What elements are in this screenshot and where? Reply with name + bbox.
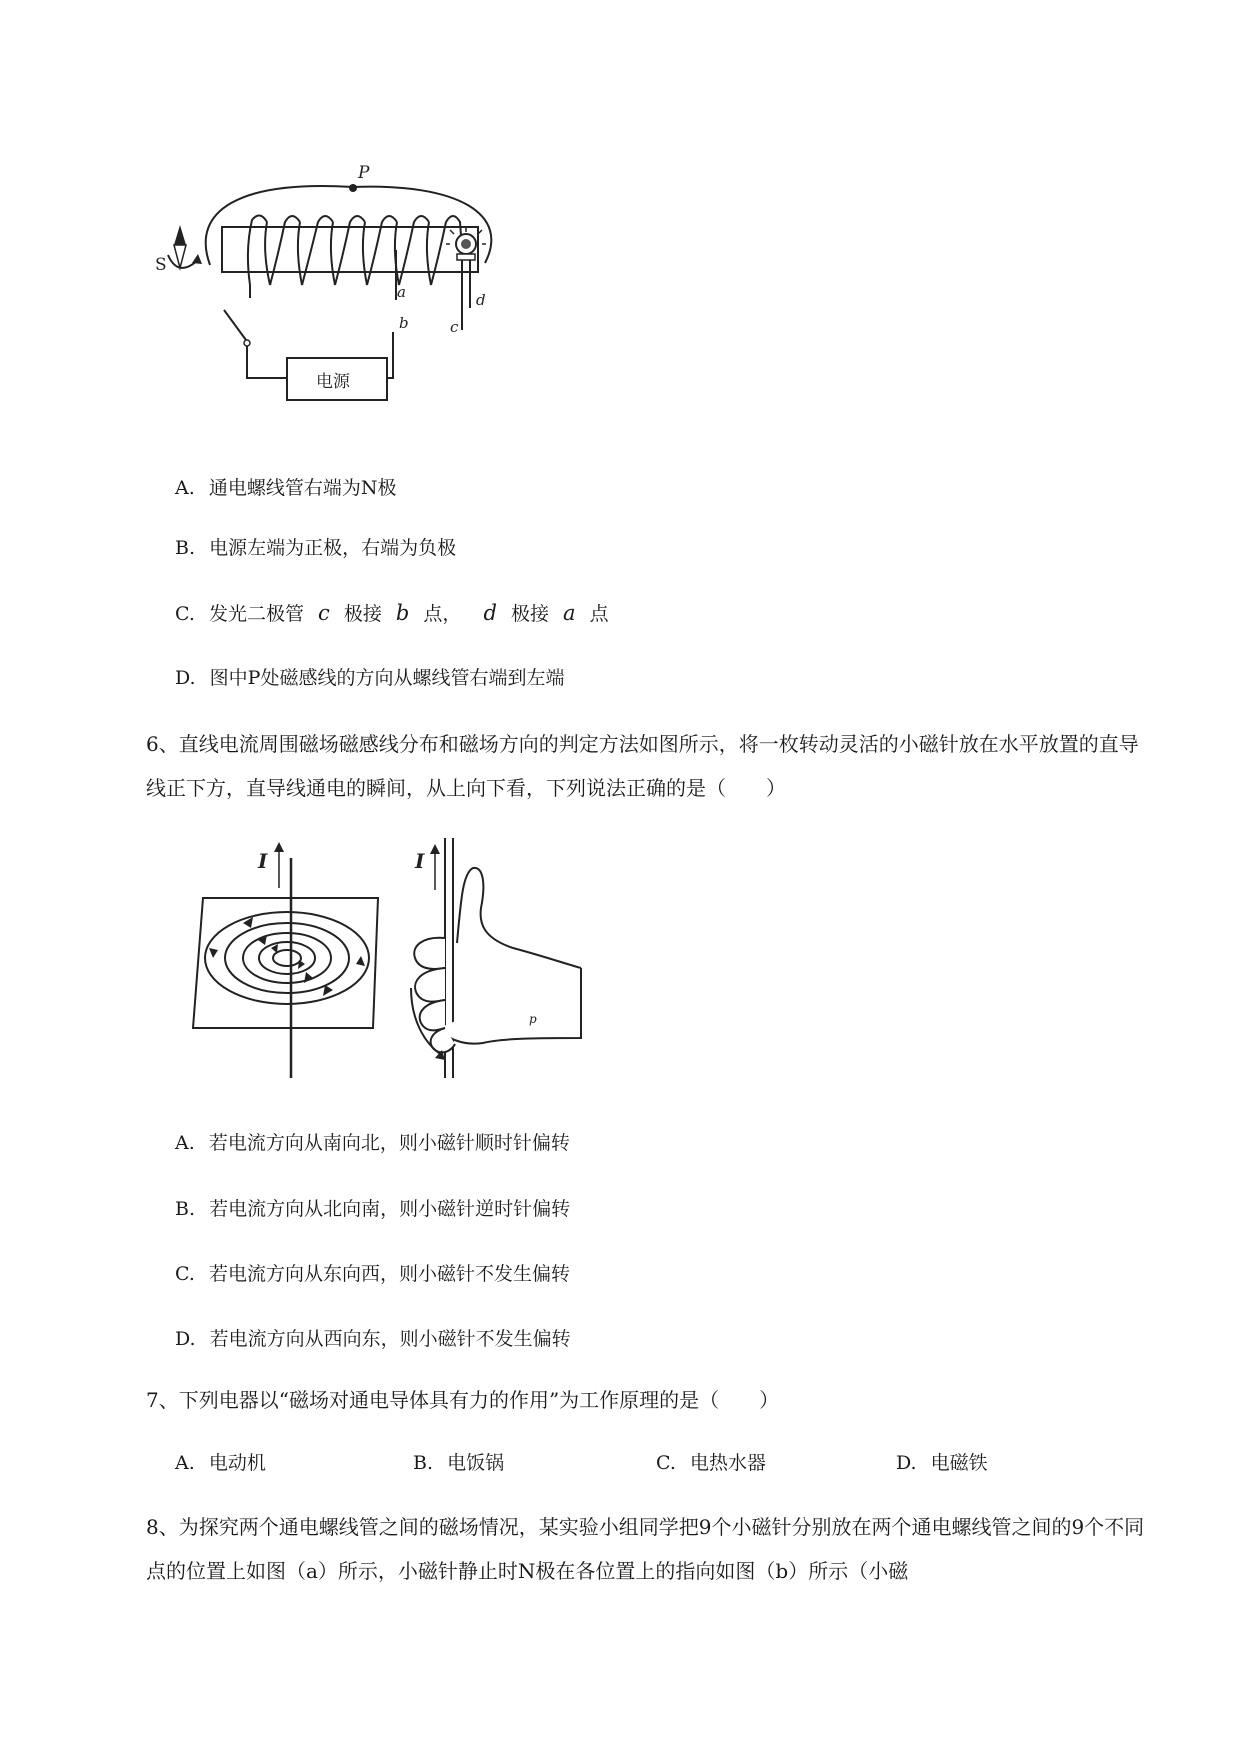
option-letter: A. xyxy=(175,1452,195,1474)
current-label-left: I xyxy=(258,849,268,873)
symbol-a: a xyxy=(563,601,576,625)
q7-option-c xyxy=(656,1450,766,1476)
question-8-text: 8、为探究两个通电螺线管之间的磁场情况，某实验小组同学把9个小磁针分别放在两个通电螺线管之间的9个不同点的位置上如图（a）所示，小磁针静止时N极在各位置上的指向如图（b）所示（小磁 xyxy=(146,1515,1145,1583)
symbol-c: c xyxy=(318,601,330,625)
option-text: 通电螺线管右端为N极 xyxy=(208,477,397,499)
field-lines-diagram xyxy=(193,842,378,1078)
option-letter: D. xyxy=(175,1328,196,1350)
option-text: 点 xyxy=(589,603,609,625)
option-text: 极接 xyxy=(343,603,382,625)
q7-option-d xyxy=(896,1450,988,1476)
symbol-d: d xyxy=(483,601,497,625)
option-text: 若电流方向从北向南，则小磁针逆时针偏转 xyxy=(209,1198,571,1220)
option-letter: D. xyxy=(896,1452,917,1474)
option-letter: D. xyxy=(175,667,196,689)
label-p: P xyxy=(358,163,370,183)
option-letter: B. xyxy=(175,537,196,559)
led-icon xyxy=(446,228,486,330)
option-text: 电磁铁 xyxy=(930,1452,988,1474)
q7-option-a xyxy=(175,1450,266,1476)
solenoid-coil xyxy=(248,215,462,285)
option-text: 电动机 xyxy=(208,1452,266,1474)
option-text: 发光二极管 xyxy=(208,603,304,625)
label-d: d xyxy=(476,291,486,309)
option-letter: B. xyxy=(175,1198,196,1220)
option-text: 电热水器 xyxy=(689,1452,766,1474)
option-text: 若电流方向从西向东，则小磁针不发生偏转 xyxy=(209,1328,571,1350)
option-text: 点， xyxy=(423,603,462,625)
question-6-text: 6、直线电流周围磁场磁感线分布和磁场方向的判定方法如图所示，将一枚转动灵活的小磁针放在水平放置的直导线正下方，直导线通电的瞬间，从上向下看，下列说法正确的是（ ） xyxy=(146,732,1139,800)
label-c: c xyxy=(450,318,459,336)
q5-option-a xyxy=(175,475,396,501)
q5-option-d xyxy=(175,665,564,691)
right-hand-rule-diagram xyxy=(411,838,581,1078)
compass-needle-icon xyxy=(168,225,202,268)
option-text: 图中P处磁感线的方向从螺线管右端到左端 xyxy=(209,667,565,689)
solenoid-circuit-figure xyxy=(150,150,570,420)
option-text: 若电流方向从南向北，则小磁针顺时针偏转 xyxy=(208,1132,570,1154)
current-label-right: I xyxy=(415,849,425,873)
option-text: 极接 xyxy=(510,603,549,625)
option-text: 若电流方向从东向西，则小磁针不发生偏转 xyxy=(208,1263,570,1285)
option-letter: C. xyxy=(656,1452,676,1474)
power-source-label: 电源 xyxy=(316,372,350,392)
label-s: S xyxy=(155,255,167,275)
q6-option-a xyxy=(175,1130,570,1156)
svg-text:p: p xyxy=(529,1012,537,1026)
option-letter: A. xyxy=(175,1132,195,1154)
q6-option-d xyxy=(175,1326,571,1352)
option-letter: A. xyxy=(175,477,195,499)
label-a: a xyxy=(397,283,406,301)
point-p xyxy=(349,184,357,192)
straight-wire-field-figure xyxy=(183,838,643,1083)
question-7-text: 7、下列电器以“磁场对通电导体具有力的作用”为工作原理的是（ ） xyxy=(146,1388,780,1412)
option-letter: C. xyxy=(175,603,195,625)
option-text: 电源左端为正极，右端为负极 xyxy=(209,537,457,559)
q7-option-b xyxy=(413,1450,504,1476)
option-letter: B. xyxy=(413,1452,434,1474)
option-letter: C. xyxy=(175,1263,195,1285)
symbol-b: b xyxy=(395,601,410,625)
q5-option-b xyxy=(175,535,456,561)
q5-option-c xyxy=(175,600,609,627)
q6-option-b xyxy=(175,1196,570,1222)
label-b: b xyxy=(399,314,409,332)
q6-option-c xyxy=(175,1261,570,1287)
option-text: 电饭锅 xyxy=(447,1452,505,1474)
